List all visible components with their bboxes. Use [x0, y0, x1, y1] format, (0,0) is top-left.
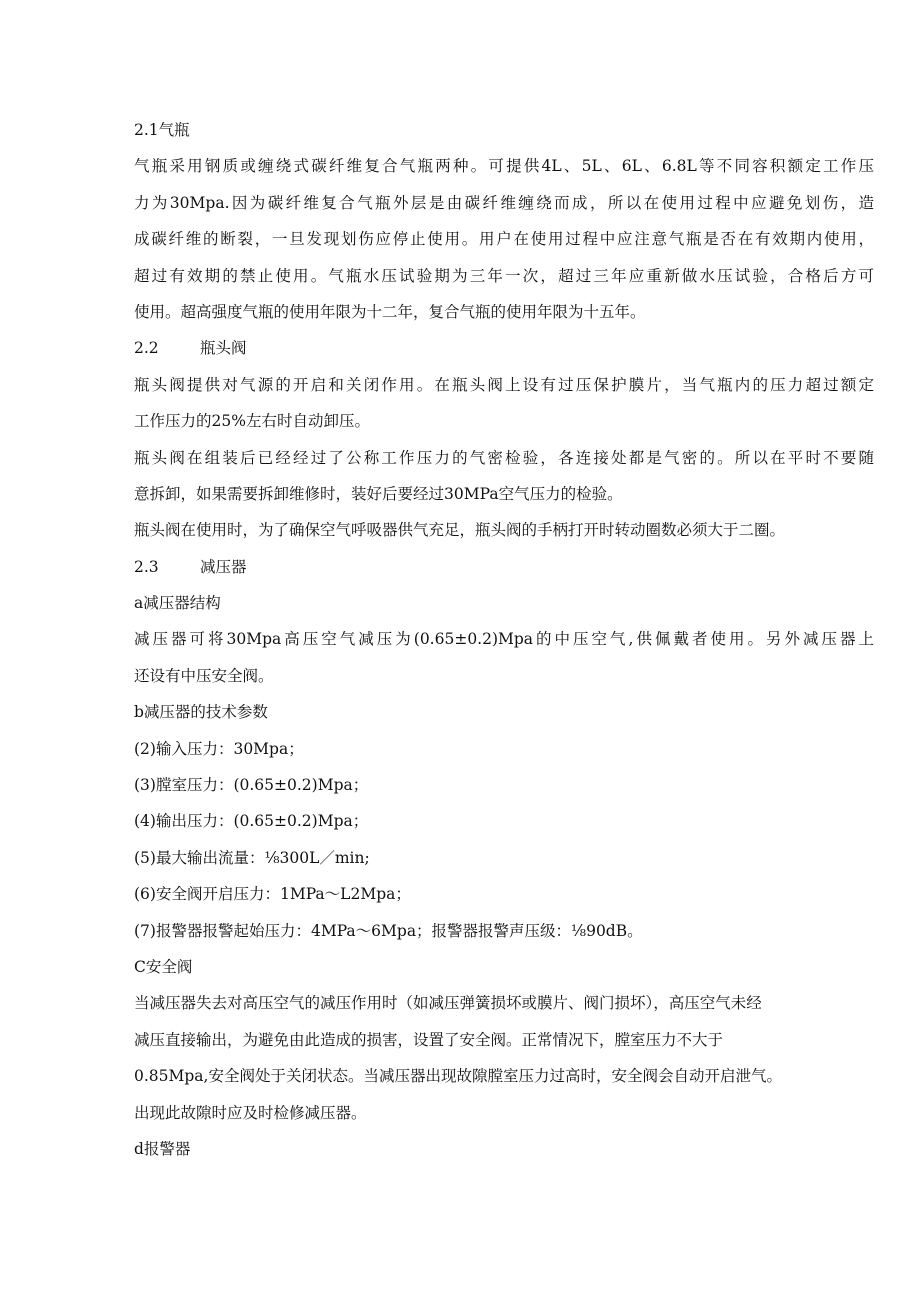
paragraph-line: 力为30Mpa.因为碳纤维复合气瓶外层是由碳纤维缠绕而成，所以在使用过程中应避免划伤，造 — [134, 193, 874, 212]
paragraph-line: 意拆卸，如果需要拆卸维修时，装好后要经过30MPa空气压力的检验。 — [134, 484, 623, 503]
section-title: 减压器 — [200, 557, 247, 576]
paragraph-line: 工作压力的25%左右时自动卸压。 — [134, 412, 370, 431]
section-title: 瓶头阀 — [200, 339, 247, 358]
paragraph-line: 成碳纤维的断裂，一旦发现划伤应停止使用。用户在使用过程中应注意气瓶是否在有效期内使用， — [134, 230, 874, 249]
paragraph-line: 瓶头阀在使用时，为了确保空气呼吸器供气充足，瓶头阀的手柄打开时转动圈数必须大于二圈。 — [134, 521, 786, 540]
paragraph-line: 出现此故隙时应及时检修减压器。 — [134, 1103, 367, 1122]
paragraph-line: 减压器可将30Mpa高压空气减压为(0.65±0.2)Mpa的中压空气,供佩戴者使用。另外减压器上 — [134, 630, 874, 649]
subsection-title-c: C安全阀 — [134, 957, 193, 976]
section-heading-2-1: 2.1气瓶 — [134, 121, 190, 139]
paragraph-line: 0.85Mpa,安全阀处于关闭状态。当减压器出现故隙膛室压力过高时，安全阀会自动开启泄气。 — [134, 1067, 782, 1086]
paragraph-line: 减压直接输出，为避免由此造成的损害，设置了安全阀。正常情况下，膛室压力不大于 — [134, 1030, 724, 1049]
list-item: (6)安全阀开启压力：1MPa～L2Mpa； — [134, 885, 411, 904]
section-heading-2-3 — [134, 549, 874, 585]
paragraph-line: 使用。超高强度气瓶的使用年限为十二年，复合气瓶的使用年限为十五年。 — [134, 302, 646, 321]
list-item: (2)输入压力：30Mpa； — [134, 739, 304, 758]
list-item: (4)输出压力：(0.65±0.2)Mpa； — [134, 812, 369, 831]
document-body — [134, 112, 874, 1167]
subsection-title-d: d报警器 — [134, 1139, 191, 1158]
paragraph-line: 瓶头阀在组装后已经经过了公称工作压力的气密检验，各连接处都是气密的。所以在平时不要随 — [134, 448, 874, 467]
paragraph-line: 当减压器失去对高压空气的减压作用时（如减压弹簧损坏或膜片、阀门损坏），高压空气未经 — [134, 994, 762, 1013]
paragraph-line: 瓶头阀提供对气源的开启和关闭作用。在瓶头阀上设有过压保护膜片，当气瓶内的压力超过额定 — [134, 375, 874, 394]
paragraph-line: 超过有效期的禁止使用。气瓶水压试验期为三年一次，超过三年应重新做水压试验，合格后方可 — [134, 266, 874, 285]
section-number: 2.3 — [134, 557, 159, 576]
list-item: (3)膛室压力：(0.65±0.2)Mpa； — [134, 776, 369, 795]
subsection-title-a: a减压器结构 — [134, 594, 221, 613]
subsection-title-b: b减压器的技术参数 — [134, 703, 268, 722]
list-item: (5)最大输出流量：⅛300L／min; — [134, 848, 370, 867]
list-item: (7)报警器报警起始压力：4MPa～6Mpa；报警器报警声压级：⅛90dB。 — [134, 921, 643, 940]
paragraph-line: 还设有中压安全阀。 — [134, 666, 274, 685]
section-heading-2-2 — [134, 330, 874, 366]
paragraph-line: 气瓶采用钢质或缠绕式碳纤维复合气瓶两种。可提供4L、5L、6L、6.8L等不同容积额定工作压 — [134, 157, 874, 176]
section-number: 2.2 — [134, 339, 159, 358]
